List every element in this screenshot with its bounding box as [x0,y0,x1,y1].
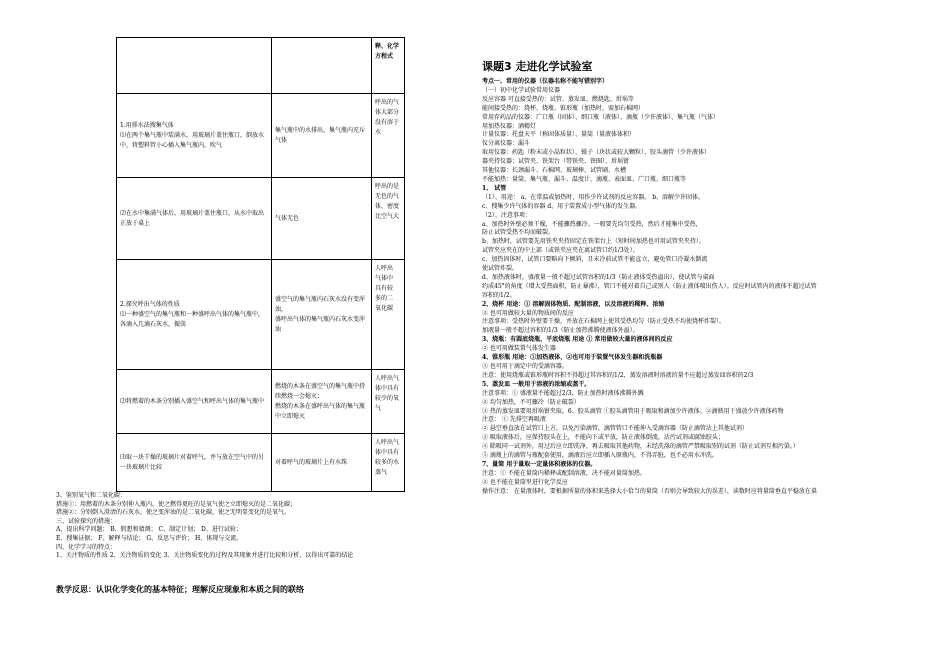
table-row [117,260,405,370]
method-text: ⑵在水中集满气体后，用玻璃片盖住瓶口，从水中取出正放于桌上 [120,209,265,227]
result-text: 呼出的气体大部分没有溶于水 [375,99,400,136]
content-line: c、加热固体时，试管口要略向下倾斜，且未冷前试管不能直立，避免管口冷凝水倒流 [482,256,708,264]
content-line: 加液量一般不超过容积的1/3（防止加热沸腾使液体外溢）。 [482,327,639,335]
content-line: ② 悬空垂直放在试管口上方，以免污染滴管，滴管管口不能伸入受滴容器（防止滴管沾上其他试剂） [482,425,748,433]
content-line: c、搜集少许气体的容器 d、用于装置成小型气体的发生器。 [482,202,642,210]
note-line: 措施②：分别倒入澄清的石灰水，使之变浑浊的是二氧化碳，使之无明显变化的是氧气。 [56,509,291,517]
content-line: 器夹持仪器：试管夹、铁架台（带铁夹、铁圈）、坩埚钳 [482,158,630,166]
content-line: （一）初中化学试验常用仪器 [482,86,561,94]
note-line: E、搜集证据； F、解释与结论； G、反思与评价； H、体现与交流。 [56,534,243,542]
content-line: 其他仪器：长颈漏斗、石棉网、玻璃棒、试管刷、水槽 [482,167,627,175]
content-line: ③ 也可用于滴定中的受滴容器。 [482,363,568,370]
result-cell [372,178,405,260]
experiment-table [116,37,405,492]
content-line: ② 也不能在量筒里进行化学反应 [482,478,568,486]
content-line: a、加热时外壁必须干燥，不能骤热骤冷。一般要先均匀受热，然后才能集中受热， [482,220,702,228]
content-line: 考点一、常用的仪器（仪器名称不能写错别字） [482,78,609,85]
content-line: 使试管炸裂。 [482,265,519,273]
content-line: b、加热时，试管要先用铁夹夹持固定在铁架台上（短时间加热也可用试管夹夹持）。 [482,238,705,246]
phenomenon-cell [272,260,372,370]
note-line: A、提出科学问题； B、假想和猜测； C、制定计划； D、进行试验； [56,526,242,534]
content-line: ⑤ 滴瓶上的滴管与瓶配套使用，滴液后应立即插入原瓶内，不得弄脏，也不必用水冲洗。 [482,452,718,460]
phenomenon-cell [272,434,372,492]
phenomenon-text: 燃烧的木条在盛空气的集气瓶中持续燃烧一会熄灭； 燃烧的木条在盛呼出气体的集气瓶中立即熄灭 [275,382,366,420]
content-line: 反应容器 可直接受热的：试管、蒸发皿、燃烧匙、坩埚等 [482,95,634,103]
result-cell [372,434,405,492]
content-line: 用加热仪器：酒精灯 [482,122,537,130]
content-line: 常用存药品的仪器：广口瓶（固体）、细口瓶（液体）、滴瓶（少许液体）、集气瓶（气体） [482,113,720,121]
result-cell [372,94,405,178]
content-line: 注意： ① 先排空再吸液 [482,416,546,424]
content-line: 5、蒸发皿 一般用于溶液的浓缩或蒸干。 [482,380,591,388]
method-text: ⑵将燃着的木条分别插入盛空气和呼出气体的集气瓶中 [120,397,265,405]
content-line: 取用仪器：药匙（粉末或小晶粒状）、镊子（块状或较大颗粒）、胶头滴管（少许液体） [482,149,711,157]
result-cell [372,260,405,370]
content-line: 防止试管受热不均而破裂。 [482,229,555,237]
content-line: （2）、注意事项： [482,211,531,219]
content-line: 试管夹应夹在的中上部（或铁夹应夹在离试管口约1/3处）。 [482,247,639,255]
phenomenon-cell [272,370,372,434]
phenomenon-cell [272,94,372,178]
method-text: ⑶取一块干燥的玻璃片对着呼气，并与放在空气中的另一块玻璃片比较 [120,453,265,471]
content-line: （1）、用途： a、在常温或加热时，用作少许试剂的反应容器。 b、溶解少许固体。 [482,193,705,201]
table-row [117,178,405,260]
content-line: 2、烧杯 用途：① 溶解固体物质、配制溶液，以及溶液的稀释、浓缩 [482,300,665,308]
content-line: 注意：① 不能在量筒内稀释或配制溶液，决不能对量筒加热。 [482,469,646,477]
phenomenon-text: 集气瓶中的水排出，集气瓶内充斥气体 [275,126,366,144]
method-cell [117,178,272,260]
content-line: 1、 试管 [482,184,507,192]
note-line: 1、关注物质的性质 2、关注物质的变化 3、关注物质变化的过程及其现象并进行比较和分析，以得出可靠的结论 [56,552,354,560]
method-cell [117,94,272,178]
note-line: 3、鉴别氧气和二氧化碳： [56,492,126,499]
right-content [482,78,932,497]
content-line: ② 也可用做较大量的物质间的反应 [482,309,574,317]
content-line: 注意事项：受热时外壁要干燥，并放在石棉网上使其受热均匀（防止受热不均使烧杯炸裂）。 [482,318,726,326]
method-text: 2.探究呼出气体的性质 ⑴一种盛空气的集气瓶和一种盛呼出气体的集气瓶中，各滴入几滴石灰水，振荡 [120,300,265,328]
content-line: 约成45°的角度（增大受热面积，防止暴沸），管口不能对着自己或别人（防止液体喷出伤人）。反应时试管内的液体不超过试管 [482,282,817,290]
method-cell [117,38,272,94]
content-line: 计量仪器：托盘天平（称固体质量）、量筒（量液体体积） [482,131,636,139]
content-line: 3、烧瓶：有圆底烧瓶，平底烧瓶 用途 ① 常用做较大量的液体间的反应 [482,336,673,344]
result-cell [372,370,405,434]
method-cell [117,260,272,370]
note-line: 三、试验探究的措施： [56,517,117,525]
table-row [117,434,405,492]
phenomenon-text: 盛空气的集气瓶内石灰水没有变浑浊， 盛呼出气体的集气瓶内石灰水变浑浊 [275,295,366,333]
content-line: 仪分离仪器：漏斗 [482,140,531,148]
result-text: 人呼出 气体中 具有较 多的二 氧化碳 [375,265,394,312]
method-text: 1.用排水法搜集气体 ⑴在两个集气瓶中装满水，用玻璃片盖住瓶口，倒放水中，将塑料管小心插入集气瓶内，吹气 [120,121,265,149]
content-line: ④ 除吸同一试剂外，用过后应立即洗净，再去吸取其他药物，未经洗涤的滴管严禁吸取别的试剂（防止试剂互相污染。） [482,443,799,451]
phenomenon-text: 对着呼气的玻璃片上有水珠 [275,458,348,466]
method-cell [117,370,272,434]
teaching-reflection: 教学反思：认识化学变化的基本特征；理解反应现象和本质之间的联络 [56,585,304,594]
page-title: 课题3 走进化学试验室 [482,60,593,73]
left-notes [56,492,353,561]
phenomenon-cell [272,178,372,260]
content-line: ② 也可用做装置气体发生器 [482,345,556,353]
table-row [117,94,405,178]
content-line: 7、量筒 用于量取一定量体积液体的仪器。 [482,460,597,468]
table-row [117,38,405,94]
content-line: ② 均匀加热，不可骤冷（防止破裂） [482,398,580,406]
result-text: 人呼出气体中具有较多的水蒸气 [375,439,400,476]
result-text: 呼出的是无色的气体，密度比空气大 [375,183,400,220]
result-cell [372,38,405,94]
content-line: ③ 吸取液体后，应保持胶头在上，不能向下或平放，防止液体倒流，沾污试剂或腐蚀胶头； [482,434,724,442]
note-line: 措施①：用燃着的木条分别伸入瓶内，使之燃得更旺的是氧气使之立即熄灭的是二氧化碳； [56,500,297,508]
table-row [117,370,405,434]
method-cell [117,434,272,492]
content-line: 不能加热：量筒、集气瓶、漏斗、温度计、滴瓶、表面皿、广口瓶、细口瓶等 [482,175,687,183]
content-line: 注意：使用烧瓶或锥形瓶时容积不得超过其容积的1/2，蒸发溶液时溶液的量不应超过蒸发皿容积的2/3 [482,371,754,379]
content-line: 容积的1/2。 [482,291,516,299]
content-line: 注意事项：① 盛液量不能超过2/3，防止加热时液体沸腾外溅 [482,389,644,397]
phenomenon-text: 气体无色 [275,214,300,222]
note-line: 四、化学学习的特点： [56,543,117,551]
content-line: ③ 热的蒸发皿要用坩埚钳夹取。6、胶头滴管 ①胶头滴管用于吸取和滴加少许液体。②滴瓶用于盛放少许液体药物 [482,407,784,415]
result-text: 人呼出气体中具有较少的氧气 [375,375,400,412]
content-line: d、加热液体时，盛液量一般不超过试管容积的1/3（防止液体受热溢出），使试管与桌面 [482,273,715,281]
content-line: 4、锥形瓶 用途：①加热液体，②也可用于装置气体发生器和洗瓶器 [482,354,663,362]
phenomenon-cell [272,38,372,94]
content-line: 能间接受热的：烧杯、烧瓶、锥形瓶（加热时，需加石棉网） [482,104,645,112]
result-text: 释、化学方程式 [375,43,400,60]
content-line: 操作注意： 在量液体时，要根据所量的体积来选择大小恰当的量筒（否则会导致较大的误差），读数时应将量筒垂直平稳放在桌 [482,487,817,495]
